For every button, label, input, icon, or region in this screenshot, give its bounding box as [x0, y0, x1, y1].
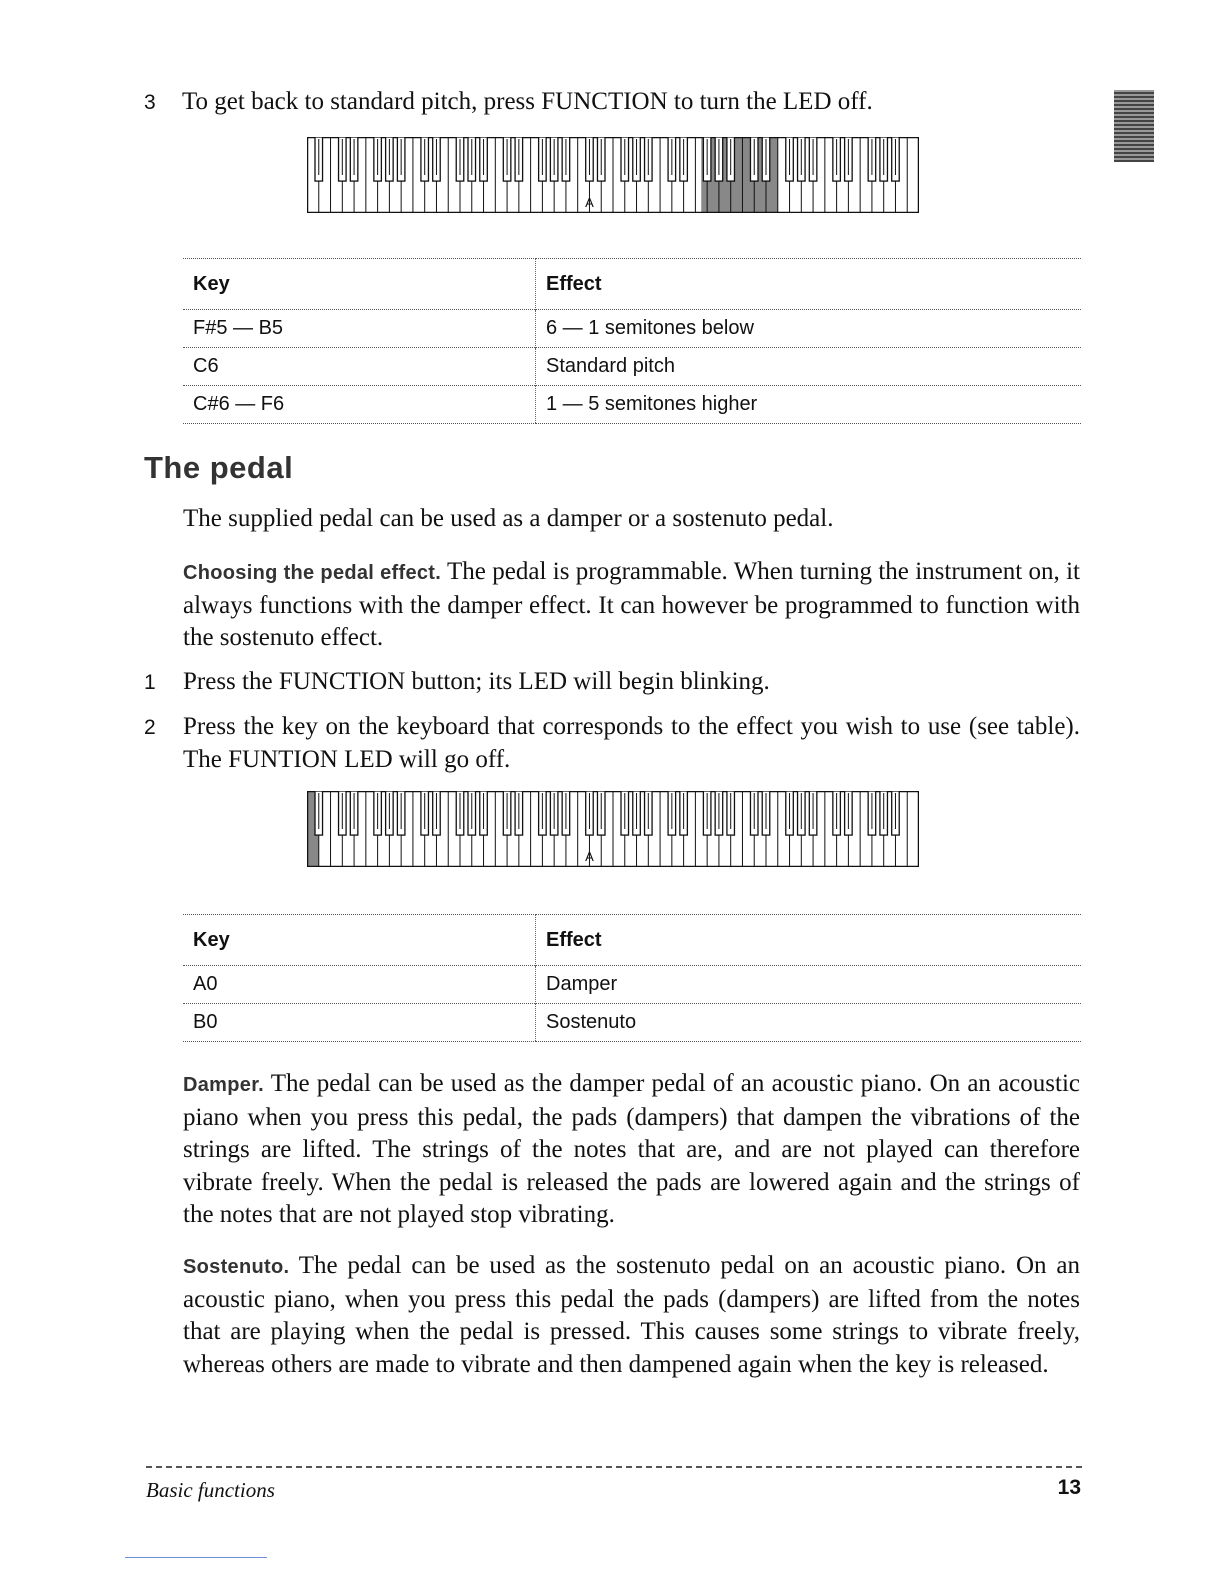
pitch-key-table: [183, 258, 1081, 424]
cell-key: F#5 — B5: [183, 310, 536, 348]
table-header-row: [183, 259, 1081, 310]
header-key: Key: [183, 259, 536, 310]
table-row: [183, 310, 1081, 348]
step-1-number: 1: [144, 671, 156, 694]
header-effect: Effect: [536, 259, 1082, 310]
chapter-thumb-tab: [1114, 90, 1154, 162]
table-row: [183, 1004, 1081, 1042]
cell-key: B0: [183, 1004, 536, 1042]
cell-key: A0: [183, 966, 536, 1004]
sostenuto-paragraph: [183, 1250, 1080, 1381]
intro-paragraph: The supplied pedal can be used as a damper or a sostenuto pedal.: [183, 505, 834, 532]
damper-text: The pedal can be used as the damper pedal of an acoustic piano. On an acoustic piano when you press this pedal, the pads (dampers) that dampen the vibrations of the strings are lifted. The strings of the notes that are, and are not played can therefore vibrate freely. When the pedal is released the pads are lowered again and the strings of the notes that are not played stop vibrating.: [183, 1070, 1080, 1228]
section-title: The pedal: [144, 450, 294, 485]
step-3-number: 3: [144, 91, 156, 114]
step-2-number: 2: [144, 716, 156, 739]
choosing-text: The pedal is programmable. When turning the instrument on, it always functions with the damper effect. It can however be programmed to function with the sostenuto effect.: [183, 558, 1080, 651]
cell-effect: 6 — 1 semitones below: [536, 310, 1082, 348]
middle-a-marker: A: [585, 195, 594, 210]
step-2-text: Press the key on the keyboard that corresponds to the effect you wish to use (see table). The FUNTION LED will go off.: [183, 713, 1080, 773]
table-row: [183, 348, 1081, 386]
page-number: 13: [1057, 1476, 1081, 1499]
keyboard-diagram-pitch: [307, 137, 919, 213]
footer-section-name: Basic functions: [146, 1478, 275, 1502]
choosing-runin-heading: Choosing the pedal effect.: [183, 562, 442, 584]
bottom-mark: [125, 1557, 267, 1558]
keyboard-diagram-pedal: [307, 791, 919, 867]
header-effect: Effect: [536, 915, 1082, 966]
middle-a-marker: A: [585, 849, 594, 864]
step-1-text: Press the FUNCTION button; its LED will begin blinking.: [183, 668, 770, 695]
step-3-text: To get back to standard pitch, press FUNCTION to turn the LED off.: [182, 88, 873, 115]
footer-rule: [146, 1466, 1082, 1468]
cell-effect: Damper: [536, 966, 1082, 1004]
header-key: Key: [183, 915, 536, 966]
cell-effect: 1 — 5 semitones higher: [536, 386, 1082, 424]
cell-key: C#6 — F6: [183, 386, 536, 424]
cell-effect: Sostenuto: [536, 1004, 1082, 1042]
damper-runin-heading: Damper.: [183, 1074, 265, 1096]
choosing-paragraph: [183, 556, 1080, 655]
cell-effect: Standard pitch: [536, 348, 1082, 386]
table-header-row: [183, 915, 1081, 966]
cell-key: C6: [183, 348, 536, 386]
pedal-key-table: [183, 914, 1081, 1042]
table-row: [183, 966, 1081, 1004]
table-row: [183, 386, 1081, 424]
damper-paragraph: [183, 1068, 1080, 1232]
sostenuto-text: The pedal can be used as the sostenuto pedal on an acoustic piano. On an acoustic piano, when you press this pedal the pads (dampers) are lifted from the notes that are playing when the pedal is pressed. This causes some strings to vibrate freely, whereas others are made to vibrate and then dampened again when the key is released.: [183, 1252, 1080, 1378]
sostenuto-runin-heading: Sostenuto.: [183, 1256, 290, 1278]
